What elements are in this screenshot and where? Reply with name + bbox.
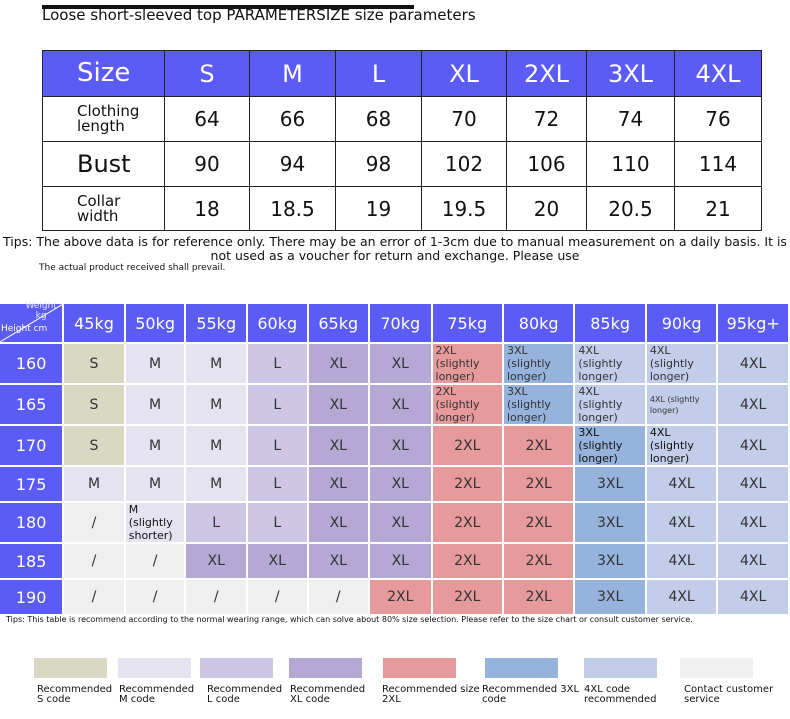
table-cell: 68	[336, 97, 422, 142]
table-cell: 4XL (slightly longer)	[647, 426, 716, 465]
table-cell: XL	[370, 544, 430, 578]
table-cell: M	[126, 426, 185, 465]
table-cell: 4XL	[718, 580, 788, 614]
table-cell: 2XL	[504, 426, 573, 465]
weight-axis-label: Weight kg	[25, 301, 57, 321]
table-cell: XL	[309, 385, 369, 424]
table-cell: /	[248, 580, 307, 614]
table-cell: 66	[250, 97, 336, 142]
table-cell: 4XL	[718, 503, 788, 542]
table-cell: /	[126, 544, 185, 578]
weight-col-header: 45kg	[64, 304, 124, 342]
table-cell: 4XL	[647, 544, 716, 578]
table-cell: 110	[587, 142, 675, 187]
height-row-header: 180	[0, 503, 62, 542]
table-cell: 21	[675, 187, 762, 231]
table-cell: 3XL (slightly longer)	[504, 344, 573, 383]
table-cell: 4XL (slightly longer)	[647, 385, 716, 424]
table-cell: L	[248, 467, 307, 501]
table-cell: 2XL	[433, 580, 502, 614]
weight-col-header: 95kg+	[718, 304, 788, 342]
size-col-header: XL	[422, 51, 507, 97]
table-cell: L	[248, 426, 307, 465]
row-label: Collar width	[43, 187, 165, 231]
recommendation-tips: Tips: This table is recommend according to the normal wearing range, which can solve about 80% size selection. Please refer to the size chart or consult customer service.	[6, 615, 693, 624]
table-cell: M	[126, 344, 185, 383]
table-cell: 19	[336, 187, 422, 231]
weight-col-header: 75kg	[433, 304, 502, 342]
table-cell: L	[186, 503, 246, 542]
legend-label-xl: Recommended XL code	[290, 684, 366, 705]
legend-label-2xl: Recommended size 2XL	[382, 684, 480, 705]
table-cell: /	[64, 544, 124, 578]
table-cell: 114	[675, 142, 762, 187]
table-cell: XL	[370, 426, 430, 465]
size-parameter-table	[42, 50, 762, 231]
table-cell: XL	[309, 467, 369, 501]
table-cell: 2XL (slightly longer)	[433, 344, 502, 383]
table-cell: XL	[370, 344, 430, 383]
table-cell: 4XL	[647, 503, 716, 542]
table-cell: 4XL	[718, 344, 788, 383]
table-cell: M	[64, 467, 124, 501]
table-cell: M	[186, 426, 246, 465]
weight-col-header: 55kg	[186, 304, 246, 342]
table-cell: 4XL	[718, 426, 788, 465]
clothing-length-row	[43, 97, 762, 142]
table-cell: XL	[309, 544, 369, 578]
legend-label-s: Recommended S code	[37, 684, 113, 705]
table-cell: L	[248, 385, 307, 424]
table-cell: 4XL (slightly longer)	[575, 385, 644, 424]
height-row-header: 165	[0, 385, 62, 424]
height-row-header: 175	[0, 467, 62, 501]
table-cell: 4XL	[718, 385, 788, 424]
table-cell: 70	[422, 97, 507, 142]
table-cell: 19.5	[422, 187, 507, 231]
size-col-header: 3XL	[587, 51, 675, 97]
table-cell: XL	[186, 544, 246, 578]
table-cell: 4XL	[718, 544, 788, 578]
table-cell: M	[126, 467, 185, 501]
table-cell: 4XL (slightly longer)	[647, 344, 716, 383]
table-cell: XL	[309, 426, 369, 465]
legend-swatch-xl	[289, 658, 362, 678]
table-cell: L	[248, 344, 307, 383]
table-cell: 4XL	[647, 580, 716, 614]
table-cell: 3XL	[575, 503, 644, 542]
table-cell: 72	[507, 97, 587, 142]
legend-swatch-m	[118, 658, 191, 678]
table-cell: XL	[370, 385, 430, 424]
table-cell: 2XL	[433, 426, 502, 465]
table-corner-cell	[0, 301, 62, 342]
table-cell: 94	[250, 142, 336, 187]
table-cell: S	[64, 344, 124, 383]
table-cell: XL	[248, 544, 307, 578]
weight-col-header: 85kg	[575, 304, 644, 342]
table-row	[0, 544, 788, 578]
table-cell: /	[309, 580, 369, 614]
table-cell: 76	[675, 97, 762, 142]
page-title: Loose short-sleeved top PARAMETERSIZE size parameters	[42, 6, 476, 24]
table-cell: /	[186, 580, 246, 614]
table-cell: M	[186, 467, 246, 501]
size-col-header: 4XL	[675, 51, 762, 97]
table-cell: XL	[309, 344, 369, 383]
size-header-label: Size	[43, 51, 165, 97]
row-label: Bust	[43, 142, 165, 187]
legend-swatch-contact	[680, 658, 753, 678]
table-cell: 2XL (slightly longer)	[433, 385, 502, 424]
height-row-header: 160	[0, 344, 62, 383]
table-cell: 3XL	[575, 544, 644, 578]
table-cell: 106	[507, 142, 587, 187]
weight-header-row	[0, 304, 788, 342]
table-cell: 4XL (slightly longer)	[575, 344, 644, 383]
height-row-header: 185	[0, 544, 62, 578]
weight-col-header: 70kg	[370, 304, 430, 342]
measurement-tips: Tips: The above data is for reference only. There may be an error of 1-3cm due to manual measurement on a daily basis. It is not used as a voucher for return and exchange. Please use	[3, 234, 787, 263]
table-cell: 3XL (slightly longer)	[575, 426, 644, 465]
table-cell: 18	[165, 187, 250, 231]
weight-col-header: 65kg	[309, 304, 369, 342]
table-row	[0, 426, 788, 465]
table-cell: /	[64, 580, 124, 614]
table-cell: 2XL	[504, 544, 573, 578]
table-cell: /	[126, 580, 185, 614]
legend-label-m: Recommended M code	[119, 684, 195, 705]
legend-swatch-4xl	[584, 658, 657, 678]
table-cell: 64	[165, 97, 250, 142]
size-recommendation-table	[0, 302, 790, 616]
table-row	[0, 580, 788, 614]
collar-width-row	[43, 187, 762, 231]
weight-col-header: 80kg	[504, 304, 573, 342]
measurement-tips-note: The actual product received shall prevail.	[39, 263, 226, 273]
weight-col-header: 90kg	[647, 304, 716, 342]
weight-col-header: 60kg	[248, 304, 307, 342]
table-cell: S	[64, 426, 124, 465]
table-cell: 2XL	[370, 580, 430, 614]
table-row	[0, 467, 788, 501]
legend-label-contact: Contact customer service	[684, 684, 774, 705]
weight-col-header: 50kg	[126, 304, 185, 342]
height-axis-label: Height cm	[1, 324, 48, 334]
table-cell: 3XL (slightly longer)	[504, 385, 573, 424]
legend-swatch-l	[200, 658, 273, 678]
table-cell: 98	[336, 142, 422, 187]
size-col-header: L	[336, 51, 422, 97]
size-col-header: 2XL	[507, 51, 587, 97]
table-cell: 20	[507, 187, 587, 231]
table-cell: 90	[165, 142, 250, 187]
table-cell: M	[126, 385, 185, 424]
table-cell: 2XL	[433, 544, 502, 578]
bust-row	[43, 142, 762, 187]
table-cell: 2XL	[433, 467, 502, 501]
legend-label-4xl: 4XL code recommended	[584, 684, 657, 705]
table-cell: /	[64, 503, 124, 542]
table-cell: 2XL	[504, 467, 573, 501]
legend-label-l: Recommended L code	[207, 684, 283, 705]
height-row-header: 190	[0, 580, 62, 614]
table-cell: 20.5	[587, 187, 675, 231]
table-cell: 2XL	[433, 503, 502, 542]
table-row	[0, 503, 788, 542]
table-cell: 102	[422, 142, 507, 187]
table-cell: 3XL	[575, 580, 644, 614]
table-cell: L	[248, 503, 307, 542]
size-col-header: S	[165, 51, 250, 97]
legend-label-3xl: Recommended 3XL code	[482, 684, 580, 705]
table-cell: 2XL	[504, 503, 573, 542]
table-cell: 2XL	[504, 580, 573, 614]
table-cell: 74	[587, 97, 675, 142]
table-cell: XL	[309, 503, 369, 542]
table-cell: XL	[370, 503, 430, 542]
size-col-header: M	[250, 51, 336, 97]
table-cell: S	[64, 385, 124, 424]
table-cell: M	[186, 344, 246, 383]
table-cell: M	[186, 385, 246, 424]
table-cell: 3XL	[575, 467, 644, 501]
table-cell: XL	[370, 467, 430, 501]
height-row-header: 170	[0, 426, 62, 465]
legend-swatch-3xl	[485, 658, 558, 678]
row-label: Clothing length	[43, 97, 165, 142]
table-cell: M (slightly shorter)	[126, 503, 185, 542]
legend-swatch-s	[34, 658, 107, 678]
size-header-row	[43, 51, 762, 97]
legend-swatch-2xl	[383, 658, 456, 678]
table-cell: 4XL	[718, 467, 788, 501]
table-cell: 18.5	[250, 187, 336, 231]
table-row	[0, 385, 788, 424]
table-row	[0, 344, 788, 383]
table-cell: 4XL	[647, 467, 716, 501]
